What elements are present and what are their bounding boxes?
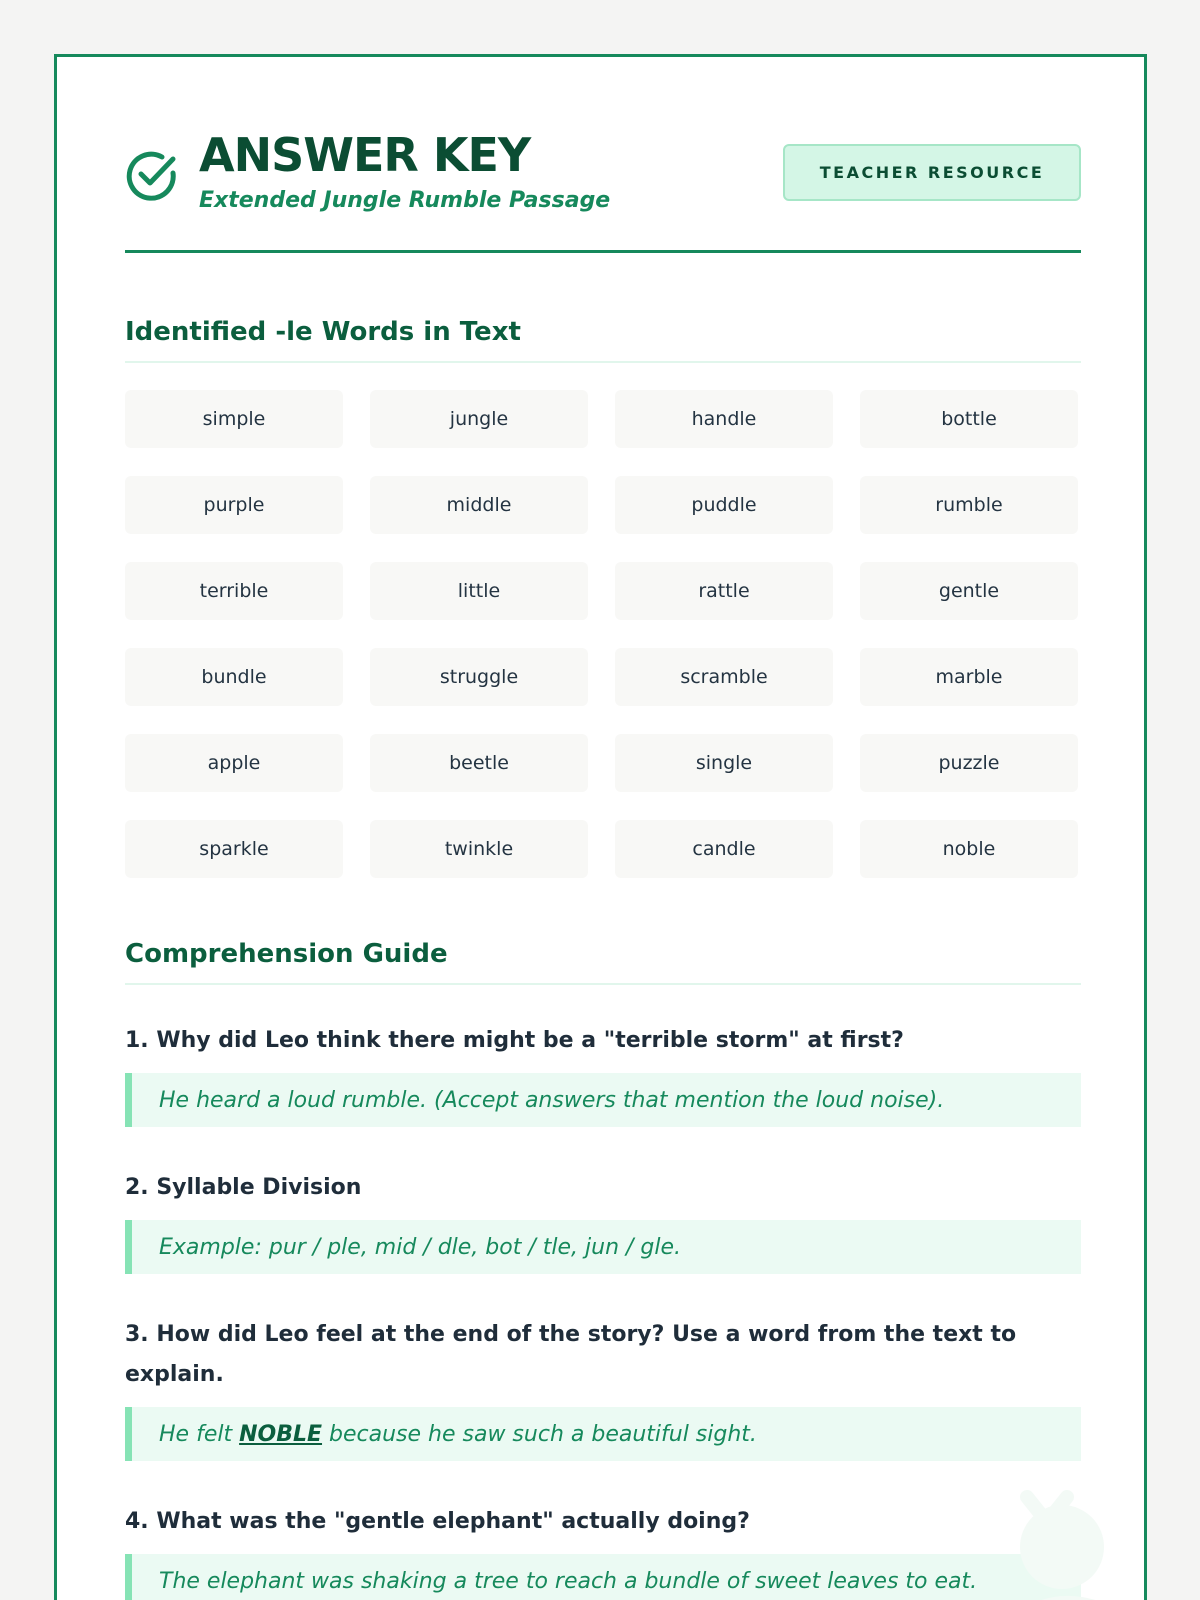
word-card: rumble bbox=[860, 476, 1078, 534]
word-card: terrible bbox=[125, 562, 343, 620]
word-card: middle bbox=[370, 476, 588, 534]
word-card: struggle bbox=[370, 648, 588, 706]
answer-keyword: NOBLE bbox=[239, 1421, 323, 1447]
word-card: noble bbox=[860, 820, 1078, 878]
word-card: puddle bbox=[615, 476, 833, 534]
question-text: 2. Syllable Division bbox=[125, 1175, 362, 1200]
check-circle-icon bbox=[125, 149, 179, 203]
answer-box: The elephant was shaking a tree to reach a bundle of sweet leaves to eat. bbox=[125, 1554, 1081, 1600]
answer-text-after: because he saw such a beautiful sight. bbox=[322, 1421, 757, 1447]
word-card: twinkle bbox=[370, 820, 588, 878]
word-card: handle bbox=[615, 390, 833, 448]
word-card: rattle bbox=[615, 562, 833, 620]
question-3 bbox=[125, 1315, 1081, 1461]
word-card: apple bbox=[125, 734, 343, 792]
word-card: beetle bbox=[370, 734, 588, 792]
answer-box: Example: pur / ple, mid / dle, bot / tle, jun / gle. bbox=[125, 1220, 1081, 1274]
word-card: marble bbox=[860, 648, 1078, 706]
teacher-resource-badge: TEACHER RESOURCE bbox=[783, 144, 1081, 201]
word-card: gentle bbox=[860, 562, 1078, 620]
word-card: little bbox=[370, 562, 588, 620]
answer-text-before: He felt bbox=[159, 1421, 240, 1447]
answer-box bbox=[125, 1407, 1081, 1461]
word-card: scramble bbox=[615, 648, 833, 706]
word-card: jungle bbox=[370, 390, 588, 448]
answer-box: He heard a loud rumble. (Accept answers that mention the loud noise). bbox=[125, 1073, 1081, 1127]
question-text: 3. How did Leo feel at the end of the story? Use a word from the text to explain. bbox=[125, 1322, 1017, 1387]
page-subtitle: Extended Jungle Rumble Passage bbox=[199, 188, 611, 213]
question-1 bbox=[125, 1021, 1081, 1127]
word-card: puzzle bbox=[860, 734, 1078, 792]
word-card: purple bbox=[125, 476, 343, 534]
question-2 bbox=[125, 1168, 1081, 1274]
word-card: simple bbox=[125, 390, 343, 448]
question-text: 4. What was the "gentle elephant" actually doing? bbox=[125, 1509, 750, 1534]
word-card: sparkle bbox=[125, 820, 343, 878]
header-divider bbox=[125, 250, 1081, 253]
question-text: 1. Why did Leo think there might be a "terrible storm" at first? bbox=[125, 1028, 904, 1053]
word-grid bbox=[125, 390, 1081, 878]
words-section-title: Identified -le Words in Text bbox=[125, 315, 1081, 363]
watermark-decoration-icon bbox=[952, 1467, 1147, 1600]
comprehension-section-title: Comprehension Guide bbox=[125, 937, 1081, 985]
question-4 bbox=[125, 1502, 1081, 1600]
word-card: bundle bbox=[125, 648, 343, 706]
word-card: candle bbox=[615, 820, 833, 878]
page-title: ANSWER KEY bbox=[199, 128, 531, 182]
word-card: bottle bbox=[860, 390, 1078, 448]
header bbox=[125, 127, 1081, 247]
word-card: single bbox=[615, 734, 833, 792]
answer-key-sheet bbox=[54, 54, 1147, 1600]
